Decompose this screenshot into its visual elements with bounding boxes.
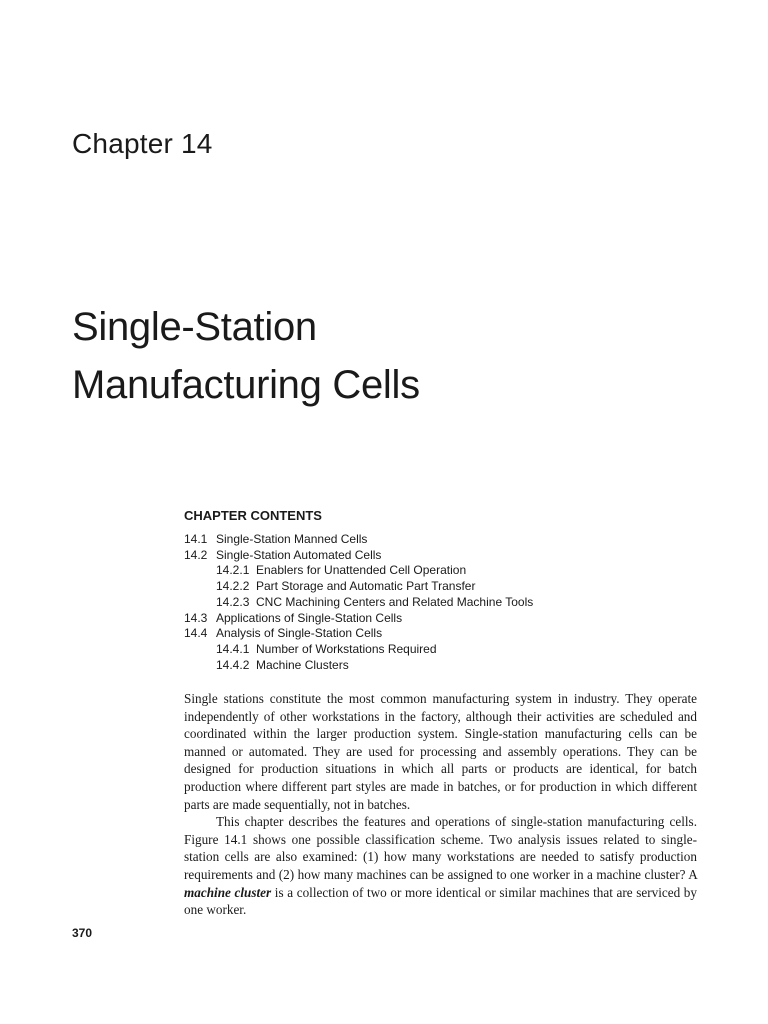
chapter-title [72,298,420,414]
toc-item-title: Single-Station Manned Cells [216,532,368,546]
toc-item-title: Single-Station Automated Cells [216,547,382,562]
toc-item-title: Applications of Single-Station Cells [216,610,403,625]
toc-item [184,626,704,642]
body-text [184,690,697,919]
toc-item [184,611,704,627]
toc-item-number: 14.2.2 [216,579,250,594]
page-number: 370 [72,926,93,940]
toc-item [184,642,704,658]
toc-item-number: 14.4.2 [216,657,250,672]
toc-item [184,563,704,579]
toc-item-number: 14.1 [184,532,208,546]
body-paragraph-2-start: This chapter describes the features and operations of single-station manufacturing cells. Figure 14.1 shows one possible classification scheme. Two analysis issues related to single-station cells are also examined: (1) how many workstations are needed to satisfy production requirements and (2) how many machines can be assigned to one worker in a machine cluster? A [184,814,697,882]
toc-item-number: 14.4.1 [216,641,250,656]
toc-item [184,532,704,548]
body-paragraph-2 [184,813,697,919]
toc-item-number: 14.2.3 [216,594,250,609]
toc-item-number: 14.2.1 [216,563,250,578]
toc-item [184,579,704,595]
toc-item-title: Number of Workstations Required [256,641,437,656]
toc-item-title: Analysis of Single-Station Cells [216,626,383,641]
chapter-title-line-2: Manufacturing Cells [72,363,420,407]
toc-item-number: 14.2 [184,547,208,562]
toc-item-title: Part Storage and Automatic Part Transfer [256,579,476,594]
chapter-title-line-1: Single-Station [72,305,317,349]
body-paragraph-2-end: is a collection of two or more identical or similar machines that are serviced by one worker. [184,884,697,918]
toc-item-title: CNC Machining Centers and Related Machine Tools [256,594,534,609]
chapter-contents-heading: CHAPTER CONTENTS [184,508,322,523]
chapter-contents [184,508,704,673]
toc-item [184,658,704,674]
toc-item-number: 14.4 [184,626,208,641]
toc-item-title: Machine Clusters [256,657,349,672]
chapter-label: Chapter 14 [72,128,213,159]
body-paragraph-1: Single stations constitute the most common manufacturing system in industry. They operate independently of other workstations in the factory, although their activities are scheduled and coordinated within the larger production system. Single-station manufacturing cells can be manned or automated. They are used for processing and assembly operations. They can be designed for production situations in which all parts or products are identical, for batch production where different part styles are made in batches, or for production in which different parts are made sequentially, not in batches. [184,691,697,812]
toc-item-number: 14.3 [184,610,208,625]
key-term: machine cluster [184,884,272,900]
toc-item [184,595,704,611]
toc-list [184,532,704,673]
toc-item-title: Enablers for Unattended Cell Operation [256,563,467,578]
toc-item [184,548,704,564]
